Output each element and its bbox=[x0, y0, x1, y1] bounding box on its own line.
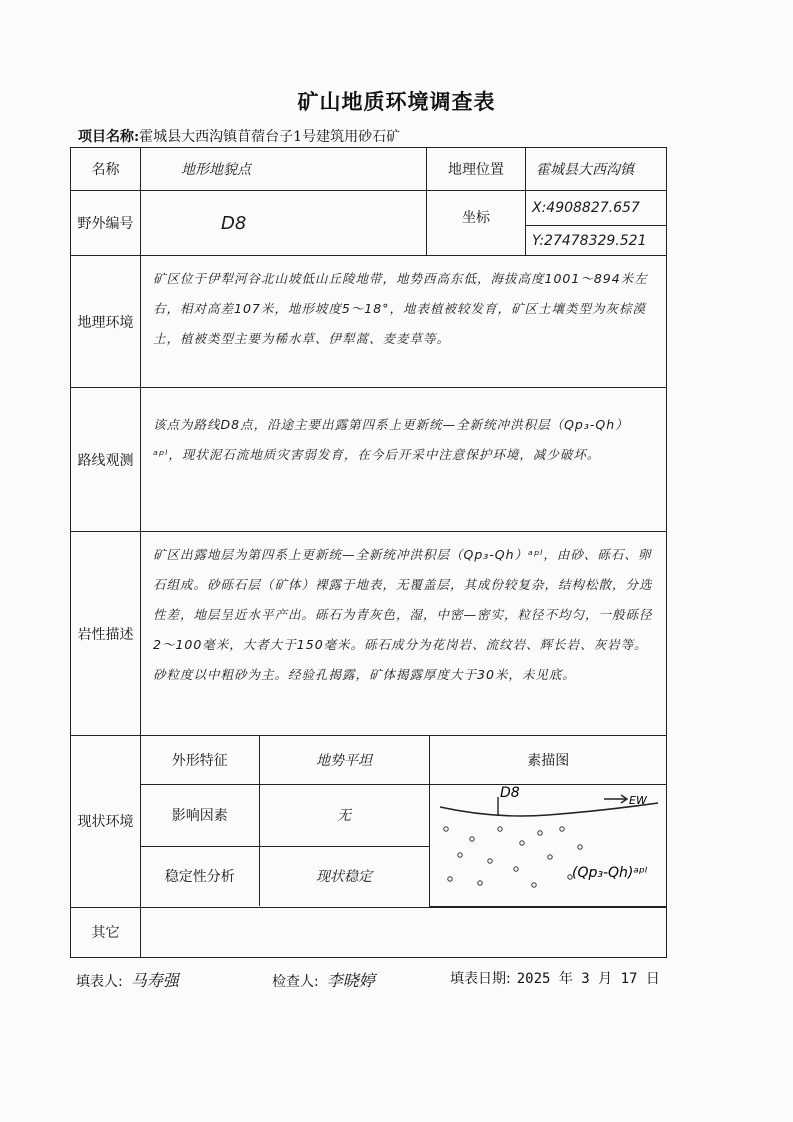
project-label: 项目名称: bbox=[78, 129, 140, 145]
filler-signature: 马寿强 bbox=[130, 971, 179, 990]
route-label: 路线观测 bbox=[71, 388, 141, 532]
checker-block bbox=[272, 968, 375, 991]
influence-value: 无 bbox=[259, 784, 429, 846]
filler-label: 填表人: bbox=[76, 974, 123, 990]
sketch-drawing bbox=[430, 785, 666, 897]
gravel-symbols bbox=[443, 826, 581, 886]
date-block bbox=[450, 968, 660, 988]
sketch-area bbox=[429, 784, 667, 906]
checker-signature: 李晓婷 bbox=[326, 971, 375, 990]
field-no-value: D8 bbox=[141, 191, 427, 256]
stability-value: 现状稳定 bbox=[259, 846, 429, 906]
sketch-point-label: D8 bbox=[499, 784, 520, 801]
sketch-direction-label: EW bbox=[628, 793, 647, 807]
stability-label: 稳定性分析 bbox=[141, 846, 259, 906]
page-title: 矿山地质环境调查表 bbox=[297, 89, 496, 114]
sketch-formation-label: (Qp₃-Qh)ᵃᵖˡ bbox=[571, 864, 647, 881]
route-text: 该点为路线D8点，沿途主要出露第四系上更新统—全新统冲洪积层（Qp₃-Qh）ᵃᵖˡ，现状泥石流地质灾害弱发育，在今后开采中注意保护环境，减少破坏。 bbox=[141, 388, 667, 532]
date-label: 填表日期: bbox=[450, 971, 511, 987]
project-value: 霍城县大西沟镇苜蓿台子1号建筑用砂石矿 bbox=[139, 129, 401, 145]
checker-label: 检查人: bbox=[272, 974, 319, 990]
date-value: 2025 年 3 月 17 日 bbox=[516, 971, 660, 987]
lithology-label: 岩性描述 bbox=[71, 532, 141, 736]
name-value: 地形地貌点 bbox=[141, 148, 427, 191]
lithology-text: 矿区出露地层为第四系上更新统—全新统冲洪积层（Qp₃-Qh）ᵃᵖˡ，由砂、砾石、卵石组成。砂砾石层（矿体）裸露于地表，无覆盖层，其成份较复杂，结构松散，分选性差，地层呈近水平产出。砾石为青灰色，湿，中密—密实，粒径不均匀，一般砾径2～100毫米，大者大于150毫米。砾石成分为花岗岩、流纹岩、辉长岩、灰岩等。砂粒度以中粗砂为主。经验孔揭露，矿体揭露厚度大于30米，未见底。 bbox=[141, 532, 667, 736]
other-value bbox=[141, 907, 667, 957]
geo-env-text: 矿区位于伊犁河谷北山坡低山丘陵地带，地势西高东低，海拔高度1001～894米左右，相对高差107米，地形坡度5～18°，地表植被较发育，矿区土壤类型为灰棕漠土，植被类型主要为稀水草、伊犁蒿、麦麦草等。 bbox=[141, 256, 667, 388]
filler-block bbox=[76, 968, 179, 991]
appearance-value: 地势平坦 bbox=[259, 736, 429, 784]
coord-x: X:4908827.657 bbox=[526, 191, 667, 226]
geo-location-label: 地理位置 bbox=[427, 148, 526, 191]
project-name bbox=[78, 126, 400, 146]
other-label: 其它 bbox=[71, 907, 141, 957]
coord-y: Y:27478329.521 bbox=[526, 226, 667, 256]
name-label: 名称 bbox=[71, 148, 141, 191]
coords-label: 坐标 bbox=[427, 191, 526, 256]
influence-label: 影响因素 bbox=[141, 784, 259, 846]
current-env-table bbox=[141, 736, 667, 907]
current-env-label: 现状环境 bbox=[71, 736, 141, 908]
appearance-label: 外形特征 bbox=[141, 736, 259, 784]
terrain-line bbox=[440, 803, 658, 816]
field-no-label: 野外编号 bbox=[71, 191, 141, 256]
geo-env-label: 地理环境 bbox=[71, 256, 141, 388]
geo-location-value: 霍城县大西沟镇 bbox=[526, 148, 667, 191]
survey-table bbox=[70, 147, 667, 958]
sketch-label: 素描图 bbox=[429, 736, 667, 784]
